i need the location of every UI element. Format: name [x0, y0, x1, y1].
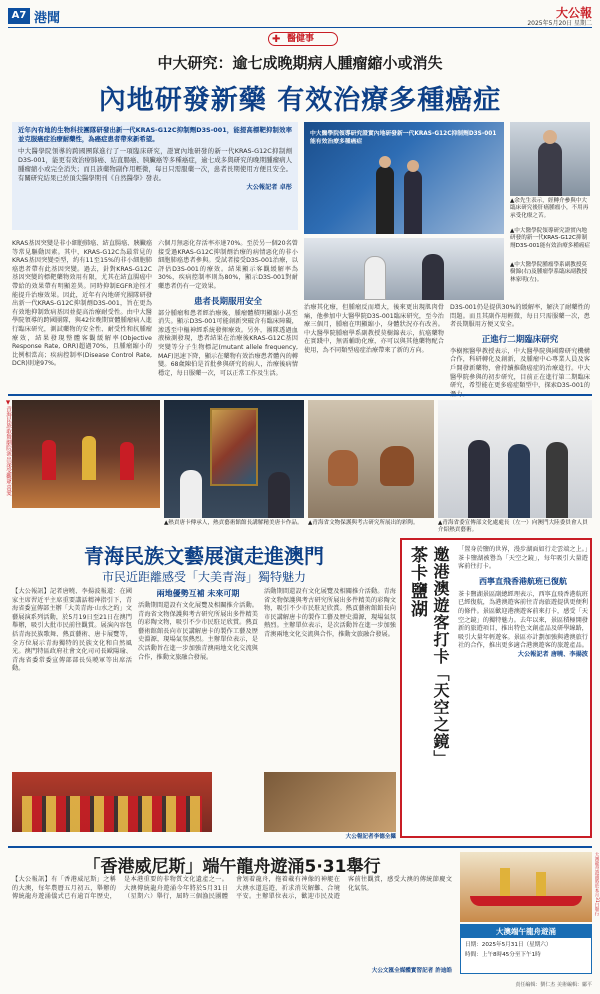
story1-photo-doctors: [304, 238, 504, 300]
ad-date: 日期：2025年5月31日（星期六）: [465, 942, 552, 948]
person-figure: [180, 470, 202, 518]
story4-photo: [460, 852, 592, 922]
story1-col4-wrap: [450, 304, 590, 388]
story2-photo-thangka: [164, 400, 304, 518]
group-figures: [22, 796, 202, 832]
ad-title-bar: 大澳端午龍舟遊涌: [461, 925, 591, 938]
photo-caption-officials: ▲青海省委宣傳部文化處處長（左一）向澳門大陸委員會人員介紹熱貢藝術。: [438, 520, 588, 534]
flag-figure: [500, 868, 510, 896]
divider: [8, 846, 592, 848]
person-figure: [538, 142, 562, 196]
story1-subhead1: 患者長期服用安全: [193, 296, 262, 307]
story4-byline: 大公文匯全媒體實習記者 許迪皓: [371, 968, 452, 974]
story2-body: 【大公報訊】記者唐曉、李揚波報道：在國家主席習近平主席重要講話精神指引下，青海省委宣傳部主辦「大美青海·山水之約」文藝展演系列活動，於5月19日至21日在澳門舉辦，吸引大批市民前往觀賞。展演內容包括青海民族歌舞、熱貢藝術、唐卡展覽等，全方位展示青海獨特的民族文化和自然風光。澳門特區政府社會文化司司長歐陽瑜、青海省委常委宣傳部部長吳曉軍等出席活動。: [12, 588, 132, 673]
story2-col3: 活動期間還設有文化展覽及相關推介活動。青海省文物保護與考古研究所展出多件精美的彩陶文物，吸引不少市民駐足欣賞。熱貢藝術館館長向市民講解唐卡的製作工藝及歷史淵源，現場氣氛熱烈。主辦單位表示，是次活動旨在進一步加強青澳兩地文化交流與合作，推動文旅融合發展。: [264, 588, 396, 638]
story1-col2-wrap: [158, 240, 298, 388]
person-figure: [508, 444, 530, 518]
story2-body2: 活動期間還設有文化展覽及相關推介活動。青海省文物保護與考古研究所展出多件精美的彩陶文物，吸引不少市民駐足欣賞。熱貢藝術館館長向市民講解唐卡的製作工藝及歷史淵源，現場氣氛熱烈。主辦單位表示，是次活動旨在進一步加強青澳兩地文化交流與合作，推動文旅融合發展。: [138, 602, 258, 661]
story1-headline: 內地研發新藥 有效治療多種癌症: [98, 85, 502, 116]
footer-credits: 責任編輯：劉仁杰 美術編輯：鄺平: [515, 982, 592, 988]
story3-box: [400, 538, 592, 838]
story3-body: 茶卡鹽湖景區副總經理表示，西寧直飛香港航班已經復航，為港澳遊客前往青海旅遊提供更便利的條件。景區歡迎港澳遊客前來打卡，感受「天空之鏡」的獨特魅力。去年以來，景區積極開發新的旅遊項目，推出特色文創產品及研學線路，吸引大量年輕遊客。景區亦計劃加強與港澳旅行社的合作，推出更多適合港澳遊客的旅遊產品。: [458, 590, 588, 650]
pottery-item: [380, 446, 414, 486]
story1-col4: D3S-001仍是提供30%的緩解率，解決了耐藥性的問題。而且其副作用輕微，每日只需服藥一次，患者長期服用方便又安全。: [450, 304, 590, 329]
story2-photo-pottery: [308, 400, 434, 518]
person-head: [379, 156, 391, 168]
story4-side-label: 大澳龍舟遊涌將於本月31日舉行: [594, 852, 599, 917]
story1-photo-main: [304, 122, 504, 234]
story1-kicker: 中大研究：逾七成晚期病人腫瘤縮小或消失: [157, 54, 443, 72]
dancer-figure: [82, 436, 96, 480]
person-head: [543, 130, 557, 144]
dancer-figure: [120, 442, 134, 480]
story3-vertical-title-2: 邀港澳遊客打卡「天空之鏡」: [431, 546, 450, 767]
story4-body: 【大公報訊】有「香港威尼斯」之稱的大澳，每年農曆五月初五，舉辦的傳統龍舟遊涌儀式已有逾百年歷史，是本港重要的非物質文化遺產之一。大澳傳統龍舟遊涌今年將於5月31日（星期六）舉行，屆時三個漁民團體會划着龍舟，拖着載有神像的神艇在大澳水道巡遊，祈求消災解難、合境平安。主辦單位表示，歡迎市民及遊客前往觀賞，感受大澳的傳統節慶文化氣氛。: [12, 876, 452, 901]
story1-lead: 近年內有地的生物科技團隊研發出新一代KRAS-G12C抑制劑D3S-001，能提高標靶抑制效率並克服癌症治療耐藥性，為癌症患者帶來新希望。: [18, 126, 292, 143]
person-figure: [364, 256, 386, 300]
story1-body1: 中大醫學院領導的跨國團隊進行了一項臨床研究，證實內地研發的新一代KRAS-G12C抑制劑D3S-001，能更有效治療肺癌、結直腸癌、胰臟癌等多種癌症，逾七成多與研究的晚期腫瘤病人腫瘤縮小或完全消失；而且該藥物副作用輕微，每日只需服藥一次，患者長期使用方便且安全。有關研究結果已於頂尖醫學期刊《自然醫學》發表。: [18, 147, 292, 182]
story2-subhead: 市民近距離感受「大美青海」獨特魅力: [101, 570, 306, 584]
photo3-caption: ▲中大醫學院腫瘤學系副教授莫樹錦(右)及腫瘤學系臨床副教授林家明(左)。: [510, 262, 588, 283]
medical-icon: ✚: [272, 34, 281, 45]
story2-headline: 青海民族文藝展演走進澳門: [84, 544, 324, 568]
photo1-caption: ▲中大醫學院領導研究證實內地研發的新一代KRAS-G12C抑制劑D3S-001能有效治療多種癌症: [510, 228, 591, 249]
story2-photo-group: [12, 772, 212, 832]
section-badge: A7: [8, 8, 30, 24]
story4-headline: 「香港威尼斯」端午龍舟遊涌5·31舉行: [83, 857, 381, 877]
photo-banner-text: 中大醫學院領導研究證實內地研發新一代KRAS-G12C抑制劑D3S-001能有效治療多種癌症: [310, 131, 497, 145]
story2-byline-photo: 大公報記者李德全攝: [345, 834, 396, 840]
person-head: [407, 160, 419, 172]
photo-strip-label: ▼青海民族歌舞劇院演出深受觀眾喜愛: [5, 400, 11, 496]
story3-vertical-title-1: 茶卡鹽湖: [407, 546, 427, 618]
section-name: 港聞: [34, 11, 61, 26]
story1-col3: 治療其化療，但腫瘤反而增大，後來更出現肌肉骨痛，他參加中大醫學院D3S-001臨床研究，至今治療三個月，腫瘤在明顯縮小，身體狀況亦有改善。中大醫學院腫瘤學系副教授莫樹錦表示，抗癌藥物在實踐中，無需輔助化療，亦可以與其他藥物配合使用，為不同類型癌症治療帶來了新的方向。: [304, 304, 444, 354]
dancer-figure: [42, 440, 56, 480]
story2-subhead2: 兩地優勢互補 未來可期: [156, 589, 240, 598]
thangka-painting: [210, 408, 258, 486]
person-figure: [376, 166, 394, 234]
person-figure: [468, 440, 490, 518]
ad-time: 時間：上午8時45分至下午1時: [465, 952, 541, 958]
story2-photo-dance: [12, 400, 160, 508]
story3-byline: 大公報記者 唐曉、李揚波: [517, 650, 588, 658]
pottery-item: [328, 450, 358, 486]
story1-col1: KRAS基因突變是非小細胞肺癌、結直腸癌、胰臟癌等常見驅動因素。其中，KRAS-G12C為最常見的KRAS基因突變亞型，約有11至15%的非小細胞肺癌患者帶有此基因突變。過去，針對KRAS-G12C基因突變的標靶藥物效用有限，尤其在結直腸癌中帶給的效果帶有明顯差異。同時抑制EGFR途徑才能提升治療效果。因此，近年有內地研究團隊研發出新一代KRAS-G12C抑制劑D3S-001，旨在更為有效地抑制致病基因並提高治療耐受性。由中大醫學院領導的跨國團隊，與42位晚期實體腫瘤病人進行臨床研究，測試藥物的安全性、耐受性和抗腫瘤療效，結果發現整體客觀緩解率(Objective Response Rate, ORR)超過70%，且腫瘤縮小的比例相當高；疾病控制率(Disease Control Rate, DCR)則達97%。: [12, 240, 153, 368]
story4-ad-box: [460, 924, 592, 974]
page-header: [8, 6, 592, 28]
photo-caption-pottery: ▲青海省文物保護與考古研究所展出的彩陶。: [308, 520, 419, 526]
divider: [8, 394, 592, 396]
flag-figure: [536, 872, 546, 896]
story1-lead-box: [12, 122, 298, 230]
photo2-caption: ▲余先生表示，經轉介參與中大臨床研究後肝癌腫瘤小，不用再承受化療之苦。: [510, 198, 589, 219]
header-date: 2025年5月20日 星期二: [527, 20, 592, 27]
column-tag-label: 醫健事: [287, 34, 315, 44]
story3-body-wrap: [458, 546, 588, 834]
person-figure: [268, 472, 290, 518]
story1-byline: 大公報記者 卓彤: [246, 184, 292, 191]
dragon-boat: [470, 896, 582, 906]
story1-col2b: 部分腫瘤和患者經治療後，腫瘤體積明顯縮小甚至消失。顯示D3S-001可能創新突破含有臨床障礙，渗透至中樞神經系統發揮療效。另外，團隊透過血液檢測發現，患者結果在治療後KRAS-G12C基因突變等分子生物標記(mutant allele frequency, MAF)迅速下降，顯示在藥物有效治療患者體內的轉變。68歲陳伯是首批參與研究的病人，治療後病情穩定，每日服藥一次，可以正常工作及生活。: [158, 309, 298, 377]
story1-col4b: 李樹熙醫學教授表示，中大醫學院與國際研究機構合作，科研轉化及創新，及腫瘤中心專業人員及客戶開發新藥物，會持續推動癌症的治療進行。中大醫學院參與的初步研究，目前正在進行第二期臨床研究，希望能在更多癌症類型中，探索D3S-001的: [450, 347, 590, 390]
story1-col2: 六個月無惡化存活率亦達70%。至於另一個20名曾接受過KRAS-G12C抑制劑治療的病情惡化的非小細胞肺癌患者參與。受試者接受D3S-001治療，以評估D3S-001的療效。結果顯示客觀緩解率為30%，疾病控制率則為80%，顯示D3S-001對耐藥患者仍有一定效果。: [158, 240, 298, 290]
story2-photo-art: [264, 772, 396, 832]
story1-photo-small: [510, 122, 590, 196]
story3-subhead: 西寧直飛香港航班已復航: [479, 576, 567, 586]
person-figure: [546, 442, 568, 518]
column-tag: [268, 32, 338, 46]
story2-photo-officials: [438, 400, 592, 518]
masthead: 大公報: [555, 6, 592, 20]
story3-intro: 「置身於鹽的世界，漫步湖面如行走雲端之上。」茶卡鹽湖被譽為「天空之鏡」，每年吸引大量遊客前往打卡。: [458, 546, 588, 571]
story1-subhead2: 正進行二期臨床研究: [481, 334, 559, 345]
person-figure: [422, 254, 444, 300]
photo-caption-thangka: ▲熱貢唐卡傳承人，熱貢藝術館館長講解精美唐卡作品。: [164, 520, 303, 526]
person-figure: [404, 170, 422, 234]
